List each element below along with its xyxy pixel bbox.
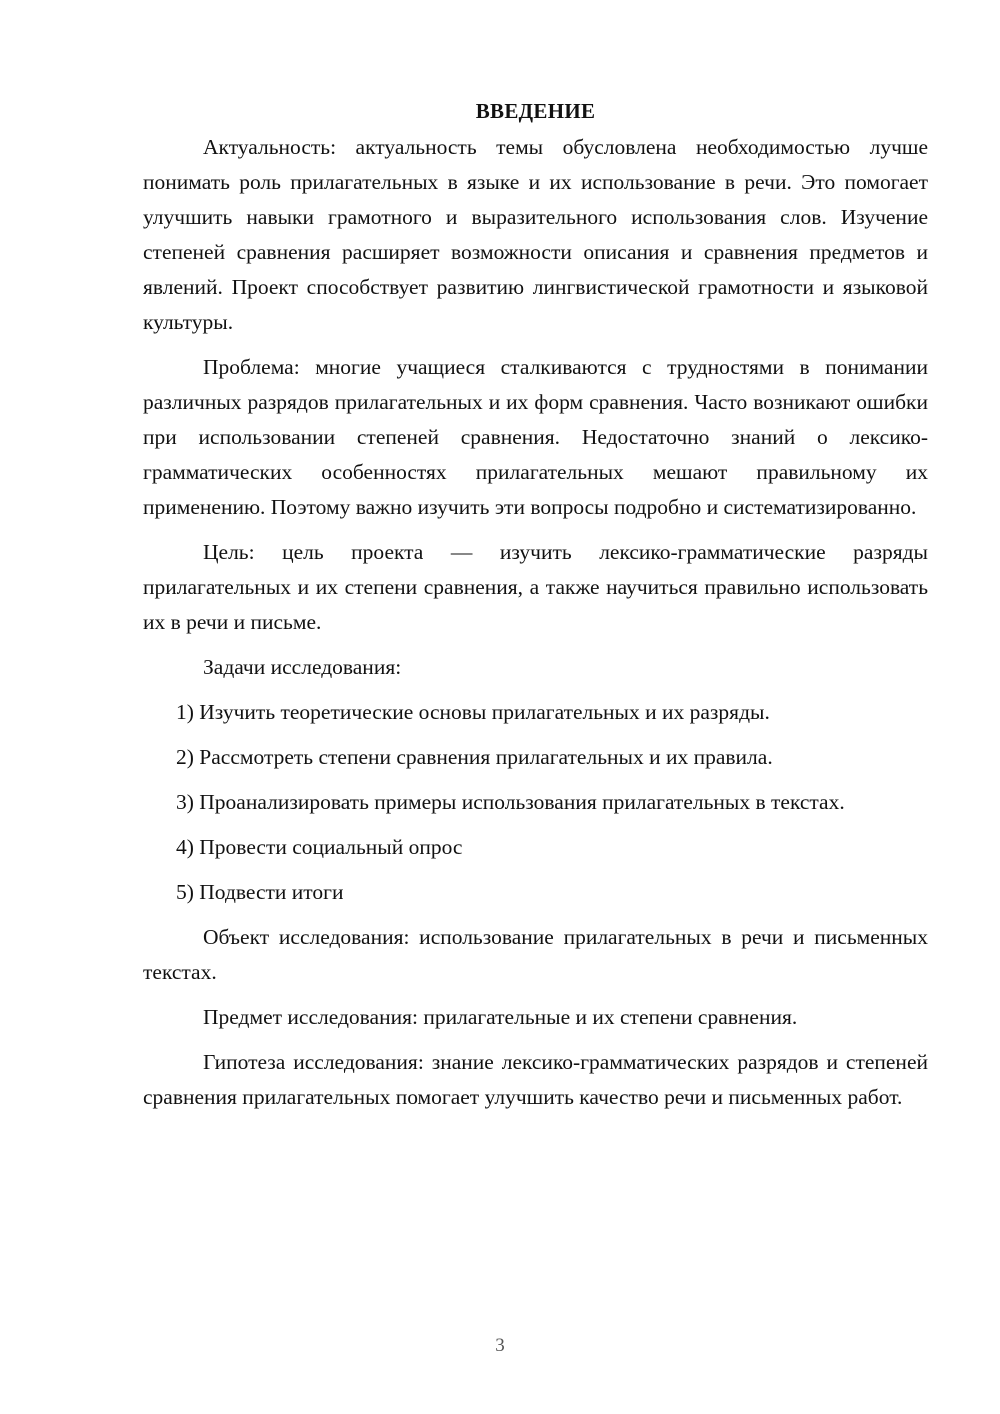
paragraph-tasks-heading: Задачи исследования: xyxy=(203,655,402,679)
section-title: ВВЕДЕНИЕ xyxy=(475,99,596,123)
task-item: 2) Рассмотреть степени сравнения прилагательных и их правила. xyxy=(176,745,773,769)
paragraph-relevance: Актуальность: актуальность темы обусловлена необходимостью лучше понимать роль прилагательных в языке и их использование в речи. Это помогает улучшить навыки грамотного и выразительного использования слов. Изучение степеней сравнения расширяет возможности описания и сравнения предметов и явлений. Проект способствует развитию лингвистической грамотности и языковой культуры. xyxy=(143,135,928,334)
task-item: 4) Провести социальный опрос xyxy=(176,835,463,859)
document-page xyxy=(143,96,928,1125)
paragraph-subject: Предмет исследования: прилагательные и их степени сравнения. xyxy=(203,1005,798,1029)
paragraph-hypothesis: Гипотеза исследования: знание лексико-грамматических разрядов и степеней сравнения прилагательных помогает улучшить качество речи и письменных работ. xyxy=(143,1050,928,1109)
page-number: 3 xyxy=(495,1335,505,1356)
task-item: 3) Проанализировать примеры использования прилагательных в текстах. xyxy=(176,790,845,814)
task-item: 1) Изучить теоретические основы прилагательных и их разряды. xyxy=(176,700,770,724)
task-item: 5) Подвести итоги xyxy=(176,880,344,904)
paragraph-object: Объект исследования: использование прилагательных в речи и письменных текстах. xyxy=(143,925,928,984)
paragraph-goal: Цель: цель проекта — изучить лексико-грамматические разряды прилагательных и их степени сравнения, а также научиться правильно использовать их в речи и письме. xyxy=(143,540,928,634)
paragraph-problem: Проблема: многие учащиеся сталкиваются с трудностями в понимании различных разрядов прилагательных и их форм сравнения. Часто возникают ошибки при использовании степеней сравнения. Недостаточно знаний о лексико-грамматических особенностях прилагательных мешают правильному их применению. Поэтому важно изучить эти вопросы подробно и систематизированно. xyxy=(143,355,928,519)
